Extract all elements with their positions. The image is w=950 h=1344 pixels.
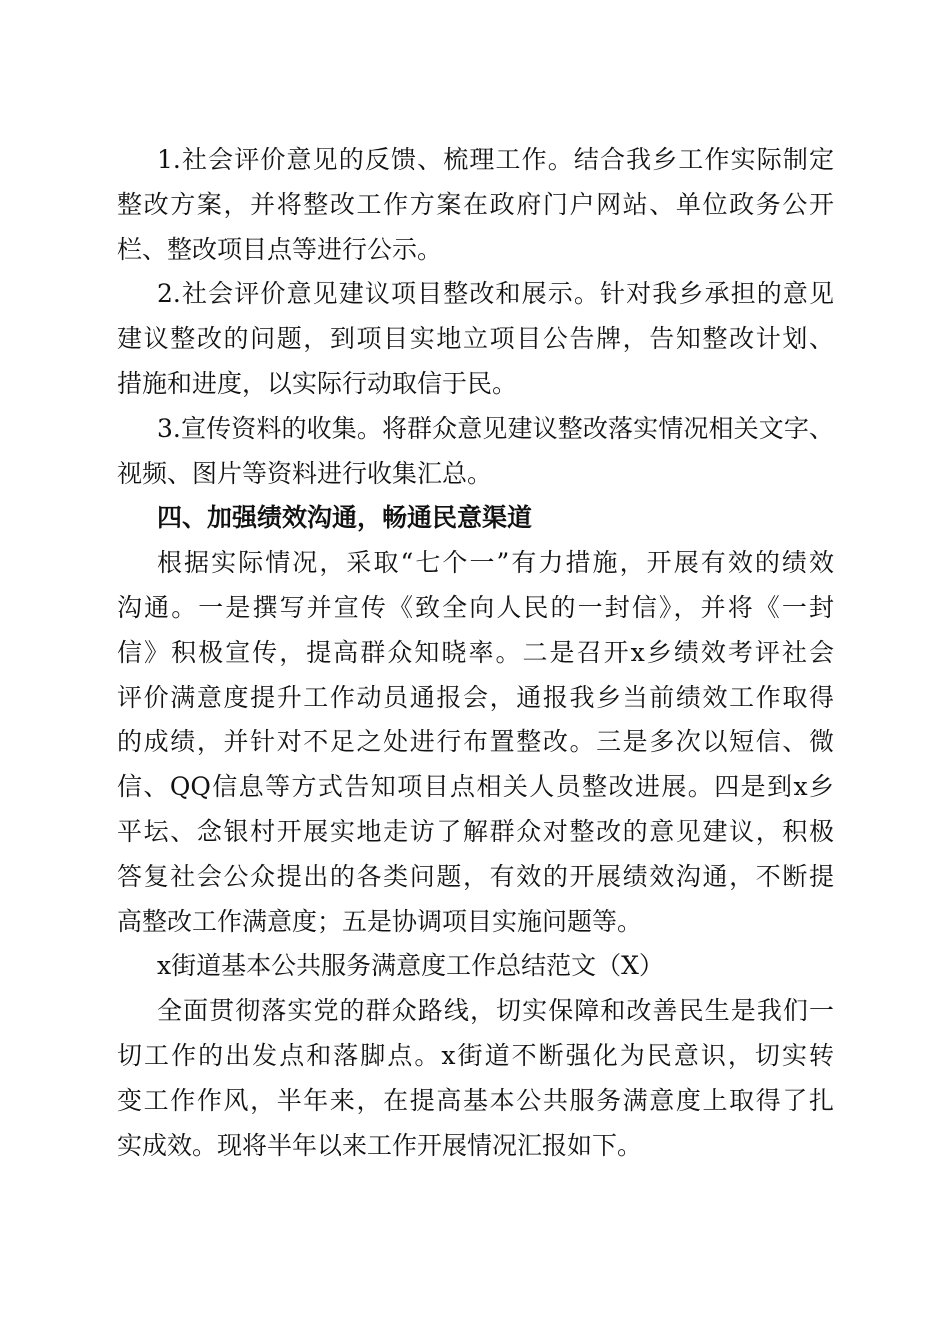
paragraph-item-2 [117,272,834,406]
paragraph-line: 信》积极宣传，提高群众知晓率。二是召开x乡绩效考评社会 [117,637,834,667]
paragraph-item-3 [117,407,834,497]
paragraph-section-4 [117,541,834,944]
paragraph-line: 实成效。现将半年以来工作开展情况汇报如下。 [117,1130,643,1160]
paragraph-line: 建议整改的问题，到项目实地立项目公告牌，告知整改计划、 [117,324,834,354]
paragraph-line: 变工作作风，半年来，在提高基本公共服务满意度上取得了扎 [117,1085,834,1115]
paragraph-line: 沟通。一是撰写并宣传《致全向人民的一封信》，并将《一封 [117,592,834,622]
paragraph-line: 1.社会评价意见的反馈、梳理工作。结合我乡工作实际制定 [157,145,834,174]
paragraph-line: 3.宣传资料的收集。将群众意见建议整改落实情况相关文字、 [157,413,834,443]
paragraph-line: 高整改工作满意度；五是协调项目实施问题等。 [117,906,643,936]
paragraph-line: 答复社会公众提出的各类问题，有效的开展绩效沟通，不断提 [117,861,834,891]
paragraph-item-1 [117,138,834,272]
paragraph-line: 切工作的出发点和落脚点。x街道不断强化为民意识，切实转 [117,1040,834,1070]
paragraph-line: 的成绩，并针对不足之处进行布置整改。三是多次以短信、微 [117,727,834,757]
paragraph-line: 全面贯彻落实党的群众路线，切实保障和改善民生是我们一 [157,996,834,1026]
paragraph-line: 视频、图片等资料进行收集汇总。 [117,458,493,488]
section-4-heading: 四、加强绩效沟通，畅通民意渠道 [157,503,533,533]
next-document-title: x街道基本公共服务满意度工作总结范文（X） [157,951,664,981]
paragraph-line: 平坛、念银村开展实地走访了解群众对整改的意见建议，积极 [117,816,834,846]
paragraph-line: 措施和进度，以实际行动取信于民。 [117,368,518,398]
paragraph-line: 栏、整改项目点等进行公示。 [117,234,443,264]
document-text-body [117,138,834,1168]
paragraph-line: 信、QQ信息等方式告知项目点相关人员整改进展。四是到x乡 [117,772,834,802]
paragraph-line: 根据实际情况，采取“七个一”有力措施，开展有效的绩效 [157,548,834,578]
paragraph-line: 评价满意度提升工作动员通报会，通报我乡当前绩效工作取得 [117,682,834,712]
paragraph-line: 2.社会评价意见建议项目整改和展示。针对我乡承担的意见 [157,279,834,309]
paragraph-line: 整改方案，并将整改工作方案在政府门户网站、单位政务公开 [117,189,834,219]
paragraph-next-document-intro [117,989,834,1168]
